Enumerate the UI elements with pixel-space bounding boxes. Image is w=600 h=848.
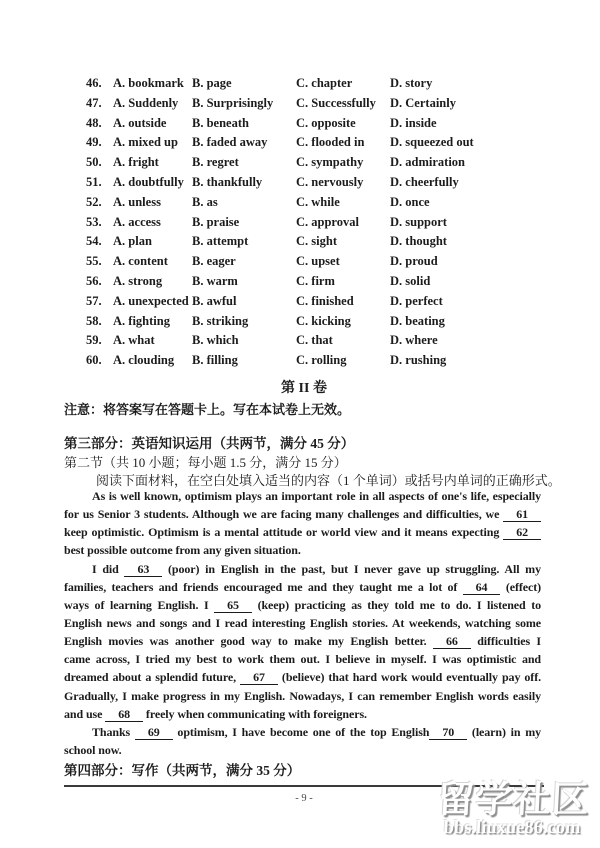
cloze-blank: 70 (429, 725, 467, 740)
cloze-line: As is well known, optimism plays an important role in all aspects of one's life, especially (92, 489, 541, 503)
notice-line: 注意：将答案写在答题卡上。写在本试卷上无效。 (64, 402, 351, 417)
cloze-blank: 69 (135, 725, 173, 740)
option-b: B. thankfully (192, 174, 263, 189)
question-number: 56. (86, 273, 102, 288)
option-d: D. proud (390, 254, 438, 269)
cloze-line: dreamed about a splendid future, 67 (believe) that hard work would eventually pay off. (64, 670, 541, 685)
option-row (86, 114, 556, 134)
option-a: A. mixed up (113, 135, 178, 150)
cloze-line: school now. (64, 742, 122, 757)
option-c: C. nervously (296, 174, 364, 189)
page-number: - 9 - (295, 793, 313, 804)
option-a: A. unexpected (113, 293, 189, 308)
option-b: B. regret (192, 155, 239, 170)
question-number: 54. (86, 234, 102, 249)
option-b: B. warm (192, 273, 238, 288)
option-row (86, 331, 556, 351)
option-a: A. what (113, 333, 155, 348)
cloze-line: ways of learning English. I 65 (keep) practicing as they told me to do. I listened to (64, 597, 541, 612)
option-d: D. thought (390, 234, 447, 249)
option-row (86, 292, 556, 312)
option-b: B. which (192, 333, 239, 348)
option-c: C. flooded in (296, 135, 365, 150)
option-d: D. inside (390, 115, 437, 130)
cloze-blank: 65 (214, 598, 252, 613)
question-number: 55. (86, 254, 102, 269)
option-a: A. access (113, 214, 161, 229)
option-a: A. clouding (113, 353, 175, 368)
option-b: B. attempt (192, 234, 249, 249)
option-d: D. where (390, 333, 438, 348)
question-number: 59. (86, 333, 102, 348)
watermark-title: 留学社区 (436, 780, 591, 821)
option-a: A. fright (113, 155, 159, 170)
option-b: B. eager (192, 254, 236, 269)
option-row (86, 153, 556, 173)
question-number: 50. (86, 155, 102, 170)
option-c: C. chapter (296, 76, 353, 90)
part4-heading: 第四部分：写作（共两节，满分 35 分） (64, 763, 301, 778)
option-row (86, 133, 556, 153)
option-d: D. once (390, 194, 430, 209)
option-c: C. approval (296, 214, 359, 229)
option-a: A. outside (113, 115, 167, 130)
option-b: B. page (192, 76, 232, 90)
cloze-line: and use 68 freely when communicating with foreigners. (64, 706, 367, 721)
option-c: C. firm (296, 273, 335, 288)
option-row (86, 213, 556, 233)
option-d: D. beating (390, 313, 445, 328)
cloze-line: English news and songs and I read interesting English stories. At weekends, watching some (64, 615, 541, 630)
cloze-blank: 63 (124, 562, 162, 577)
cloze-line: Gradually, I make progress in my English. Nowadays, I can remember English words easily (64, 688, 541, 703)
cloze-blank: 61 (503, 507, 541, 522)
option-row (86, 193, 556, 213)
option-b: B. striking (192, 313, 249, 328)
cloze-line: Thanks 69 optimism, I have become one of the top English 70 (learn) in my (92, 724, 541, 739)
footer-divider (64, 785, 544, 787)
cloze-line: English movies was another good way to make my English better. 66 difficulties I (64, 634, 541, 649)
question-number: 53. (86, 214, 102, 229)
cloze-line: came across, I tried my best to work them out. I believe in myself. I was optimistic and (64, 652, 541, 667)
cloze-line: families, teachers and friends encouraged me and they taught me a lot of 64 (effect) (64, 579, 541, 594)
option-row (86, 351, 556, 371)
option-d: D. admiration (390, 155, 465, 170)
cloze-passage (64, 487, 541, 759)
option-b: B. beneath (192, 115, 249, 130)
option-row (86, 74, 556, 94)
option-row (86, 173, 556, 193)
option-c: C. while (296, 194, 340, 209)
question-number: 58. (86, 313, 102, 328)
watermark-url: bbs.liuxue86.com (443, 817, 581, 838)
option-b: B. as (192, 194, 218, 209)
option-c: C. finished (296, 293, 354, 308)
question-number: 47. (86, 95, 102, 110)
option-b: B. awful (192, 293, 237, 308)
cloze-line: I did 63 (poor) in English in the past, but I never gave up struggling. All my (92, 561, 541, 576)
option-row (86, 252, 556, 272)
volume-heading: 第 II 卷 (281, 381, 327, 396)
option-c: C. upset (296, 254, 340, 269)
watermark-logo (426, 780, 599, 839)
option-d: D. Certainly (390, 95, 456, 110)
option-c: C. opposite (296, 115, 356, 130)
question-number: 57. (86, 293, 102, 308)
option-a: A. unless (113, 194, 161, 209)
option-c: C. sympathy (296, 155, 364, 170)
option-b: B. Surprisingly (192, 95, 274, 110)
option-d: D. rushing (390, 353, 447, 368)
option-a: A. doubtfully (113, 174, 184, 189)
question-number: 51. (86, 174, 102, 189)
option-c: C. kicking (296, 313, 351, 328)
option-a: A. strong (113, 273, 163, 288)
option-b: B. praise (192, 214, 240, 229)
cloze-line: best possible outcome from any given situation. (64, 543, 301, 558)
question-number: 60. (86, 353, 102, 368)
option-d: D. solid (390, 273, 431, 288)
cloze-blank: 66 (433, 634, 471, 649)
option-c: C. Successfully (296, 95, 376, 110)
option-a: A. plan (113, 234, 152, 249)
option-d: D. cheerfully (390, 174, 459, 189)
option-b: B. filling (192, 353, 238, 368)
cloze-line: keep optimistic. Optimism is a mental attitude or world view and it means expecting 62 (64, 523, 541, 541)
cloze-blank: 64 (463, 580, 501, 595)
option-c: C. sight (296, 234, 337, 249)
question-number: 52. (86, 194, 102, 209)
cloze-blank: 67 (240, 670, 278, 685)
option-a: A. bookmark (113, 76, 184, 90)
part3-heading: 第三部分：英语知识运用（共两节，满分 45 分） (64, 436, 355, 451)
question-number: 48. (86, 115, 102, 130)
cloze-line: for us Senior 3 students. Although we are facing many challenges and difficulties, we 61 (64, 505, 541, 523)
option-c: C. rolling (296, 353, 347, 368)
option-d: D. support (390, 214, 447, 229)
cloze-blank: 68 (105, 707, 143, 722)
option-d: D. perfect (390, 293, 443, 308)
option-row (86, 312, 556, 332)
option-b: B. faded away (192, 135, 268, 150)
option-a: A. content (113, 254, 168, 269)
options-table (86, 74, 556, 371)
section2-heading: 第二节（共 10 小题；每小题 1.5 分，满分 15 分） (64, 455, 347, 470)
option-row (86, 272, 556, 292)
cloze-instruction: 阅读下面材料，在空白处填入适当的内容（1 个单词）或括号内单词的正确形式。 (96, 473, 561, 488)
cloze-blank: 62 (503, 525, 541, 540)
option-d: D. story (390, 76, 433, 90)
option-d: D. squeezed out (390, 135, 474, 150)
question-number: 46. (86, 76, 102, 90)
option-c: C. that (296, 333, 333, 348)
option-a: A. Suddenly (113, 95, 179, 110)
option-row (86, 94, 556, 114)
question-number: 49. (86, 135, 102, 150)
option-row (86, 232, 556, 252)
option-a: A. fighting (113, 313, 170, 328)
